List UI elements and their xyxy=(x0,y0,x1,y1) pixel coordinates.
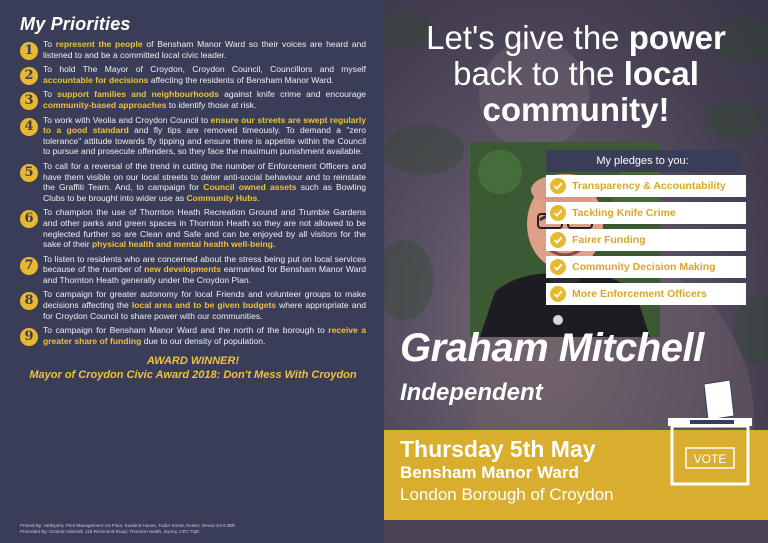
pledge-label: More Enforcement Officers xyxy=(572,288,707,300)
pledge-item xyxy=(546,229,746,251)
pledge-label: Transparency & Accountability xyxy=(572,180,726,192)
imprint-promoted-by: Promoted By: Graham Mitchell, 118 Richmond Road, Thornton Heath, Surrey, CR7 7QD xyxy=(20,529,200,534)
priority-text-part: to identify those at risk. xyxy=(166,99,257,110)
priority-number-badge: 9 xyxy=(20,328,38,346)
priority-text xyxy=(43,289,366,321)
priority-highlight: Council owned assets xyxy=(203,182,297,193)
priority-text-part: affecting the residents of Bensham Manor Ward. xyxy=(148,74,334,85)
priority-text-part: of Bensham Manor Ward so their voices are heard and listened to and be a committed local civic leader. xyxy=(43,39,366,60)
candidate-name: Graham Mitchell xyxy=(400,326,704,370)
pledge-item xyxy=(546,202,746,224)
award-subtitle: Mayor of Croydon Civic Award 2018: Don't Mess With Croydon xyxy=(29,369,357,382)
priority-highlight: receive a greater share of funding xyxy=(43,325,366,346)
headline-part: Let's give the xyxy=(426,19,629,56)
check-icon xyxy=(550,205,566,221)
priority-highlight: community-based approaches xyxy=(43,99,167,110)
priority-text xyxy=(43,39,366,60)
priority-text-part: To call for a reversal of the trend in cutting the number of Enforcement Officers and have them visible on our local streets to deter anti-social behaviour and to reinstate the Graffiti Team. And, to campaign for xyxy=(43,160,366,193)
priority-item xyxy=(20,325,366,346)
election-borough: London Borough of Croydon xyxy=(400,485,614,504)
headline-part: back to the xyxy=(453,55,624,92)
priority-text xyxy=(43,325,366,346)
pledge-item xyxy=(546,283,746,305)
priority-item xyxy=(20,161,366,203)
election-ward: Bensham Manor Ward xyxy=(400,463,579,482)
check-icon xyxy=(550,286,566,302)
priority-text-part: To xyxy=(43,39,56,49)
priority-item xyxy=(20,207,366,249)
imprint xyxy=(20,523,235,535)
priority-text-part: . xyxy=(257,192,260,203)
pledge-item xyxy=(546,256,746,278)
priority-item xyxy=(20,289,366,321)
priority-text-part: To listen to residents who are concerned about the stress being put on local services because of the number of xyxy=(43,253,366,275)
priority-text-part: such as Bowling Clubs to be brought into wider use as xyxy=(43,182,366,203)
priority-item xyxy=(20,254,366,286)
priority-text xyxy=(43,89,366,110)
check-icon xyxy=(550,232,566,248)
priority-text-part: and fly tips are removed timeously. To demand a "zero tolerance" attitude towards fly tipping and ensure there is appetite within the Council to pursue and prosecute offenders, so they face the maximum punishment available. xyxy=(43,125,366,157)
candidate-affiliation: Independent xyxy=(400,379,543,406)
priority-item xyxy=(20,64,366,85)
priority-text-part: To campaign for greater autonomy for local Friends and volunteer groups to make decisions affecting the xyxy=(43,289,366,311)
headline-emphasis: local xyxy=(623,55,699,92)
priority-text-part: To xyxy=(43,89,58,100)
priority-item xyxy=(20,39,366,60)
check-icon xyxy=(550,259,566,275)
election-date: Thursday 5th May xyxy=(400,436,596,462)
headline xyxy=(384,20,768,128)
priority-highlight: physical health and mental health well-being. xyxy=(91,239,276,250)
priority-item xyxy=(20,89,366,110)
priority-text xyxy=(43,254,366,286)
award-block xyxy=(20,354,366,382)
priority-number-badge: 2 xyxy=(20,67,38,85)
pledge-item xyxy=(546,175,746,197)
pledge-label: Fairer Funding xyxy=(572,234,646,246)
check-icon xyxy=(550,178,566,194)
priority-highlight: Community Hubs xyxy=(186,192,258,203)
priority-number-badge: 6 xyxy=(20,210,38,228)
priority-number-badge: 4 xyxy=(20,118,38,136)
priority-number-badge: 1 xyxy=(20,42,38,60)
priority-text xyxy=(43,161,366,203)
priority-text-part: To champion the use of Thornton Heath Recreation Ground and Trumble Gardens and other parks and green spaces in Thornton Heath so they are not allowed to be neglected further so are Clean and Safe and can be enjoyed by all visitors for the sake of their xyxy=(43,207,366,250)
priority-text-part: against knife crime and encourage xyxy=(218,89,366,100)
priority-text-part: To hold The Mayor of Croydon, Croydon Council, Councillors and myself xyxy=(43,64,366,75)
pledge-label: Tackling Knife Crime xyxy=(572,207,676,219)
priority-item xyxy=(20,115,366,157)
campaign-panel xyxy=(384,0,768,543)
priorities-heading: My Priorities xyxy=(20,14,131,34)
imprint-printed-by: Printed By: Helloprint, Print Management 1st Floor, Exeland House, Tudor Street, Exeter, Devon EX4 3BR xyxy=(20,523,236,528)
priority-highlight: local area and to be given budgets xyxy=(131,300,277,311)
ballot-vote-label: VOTE xyxy=(693,452,727,466)
priority-highlight: support families and neighbourhoods xyxy=(57,89,219,100)
priority-text xyxy=(43,207,366,249)
priority-number-badge: 3 xyxy=(20,92,38,110)
priority-text-part: earmarked for Bensham Manor Ward and Thornton Heath generally under the Croydon Plan. xyxy=(43,264,367,285)
priority-text-part: where appropriate and for Croydon Council to share power with our communities. xyxy=(43,300,366,321)
priority-number-badge: 7 xyxy=(20,257,38,275)
headline-emphasis: power xyxy=(628,19,726,56)
priority-highlight: accountable for decisions xyxy=(43,74,149,85)
award-title: AWARD WINNER! xyxy=(146,355,240,368)
pledge-label: Community Decision Making xyxy=(572,261,716,273)
priority-text xyxy=(43,115,366,157)
priority-number-badge: 8 xyxy=(20,292,38,310)
headline-emphasis: community! xyxy=(482,91,670,128)
bottom-strip xyxy=(384,520,768,543)
priority-highlight: ensure our streets are swept regularly to a good standard xyxy=(43,114,366,136)
priority-text-part: To work with Veolia and Croydon Council to xyxy=(43,114,211,125)
priority-list xyxy=(20,39,366,346)
priority-text xyxy=(43,64,366,85)
priority-number-badge: 5 xyxy=(20,164,38,182)
priority-highlight: represent the people xyxy=(55,39,143,49)
pledges-title: My pledges to you: xyxy=(546,150,739,172)
priority-highlight: new developments xyxy=(144,264,222,275)
ballot-box-icon xyxy=(660,378,760,488)
priority-text-part: To campaign for Bensham Manor Ward and the north of the borough to xyxy=(43,325,329,336)
priority-text-part: due to our density of population. xyxy=(141,335,266,346)
